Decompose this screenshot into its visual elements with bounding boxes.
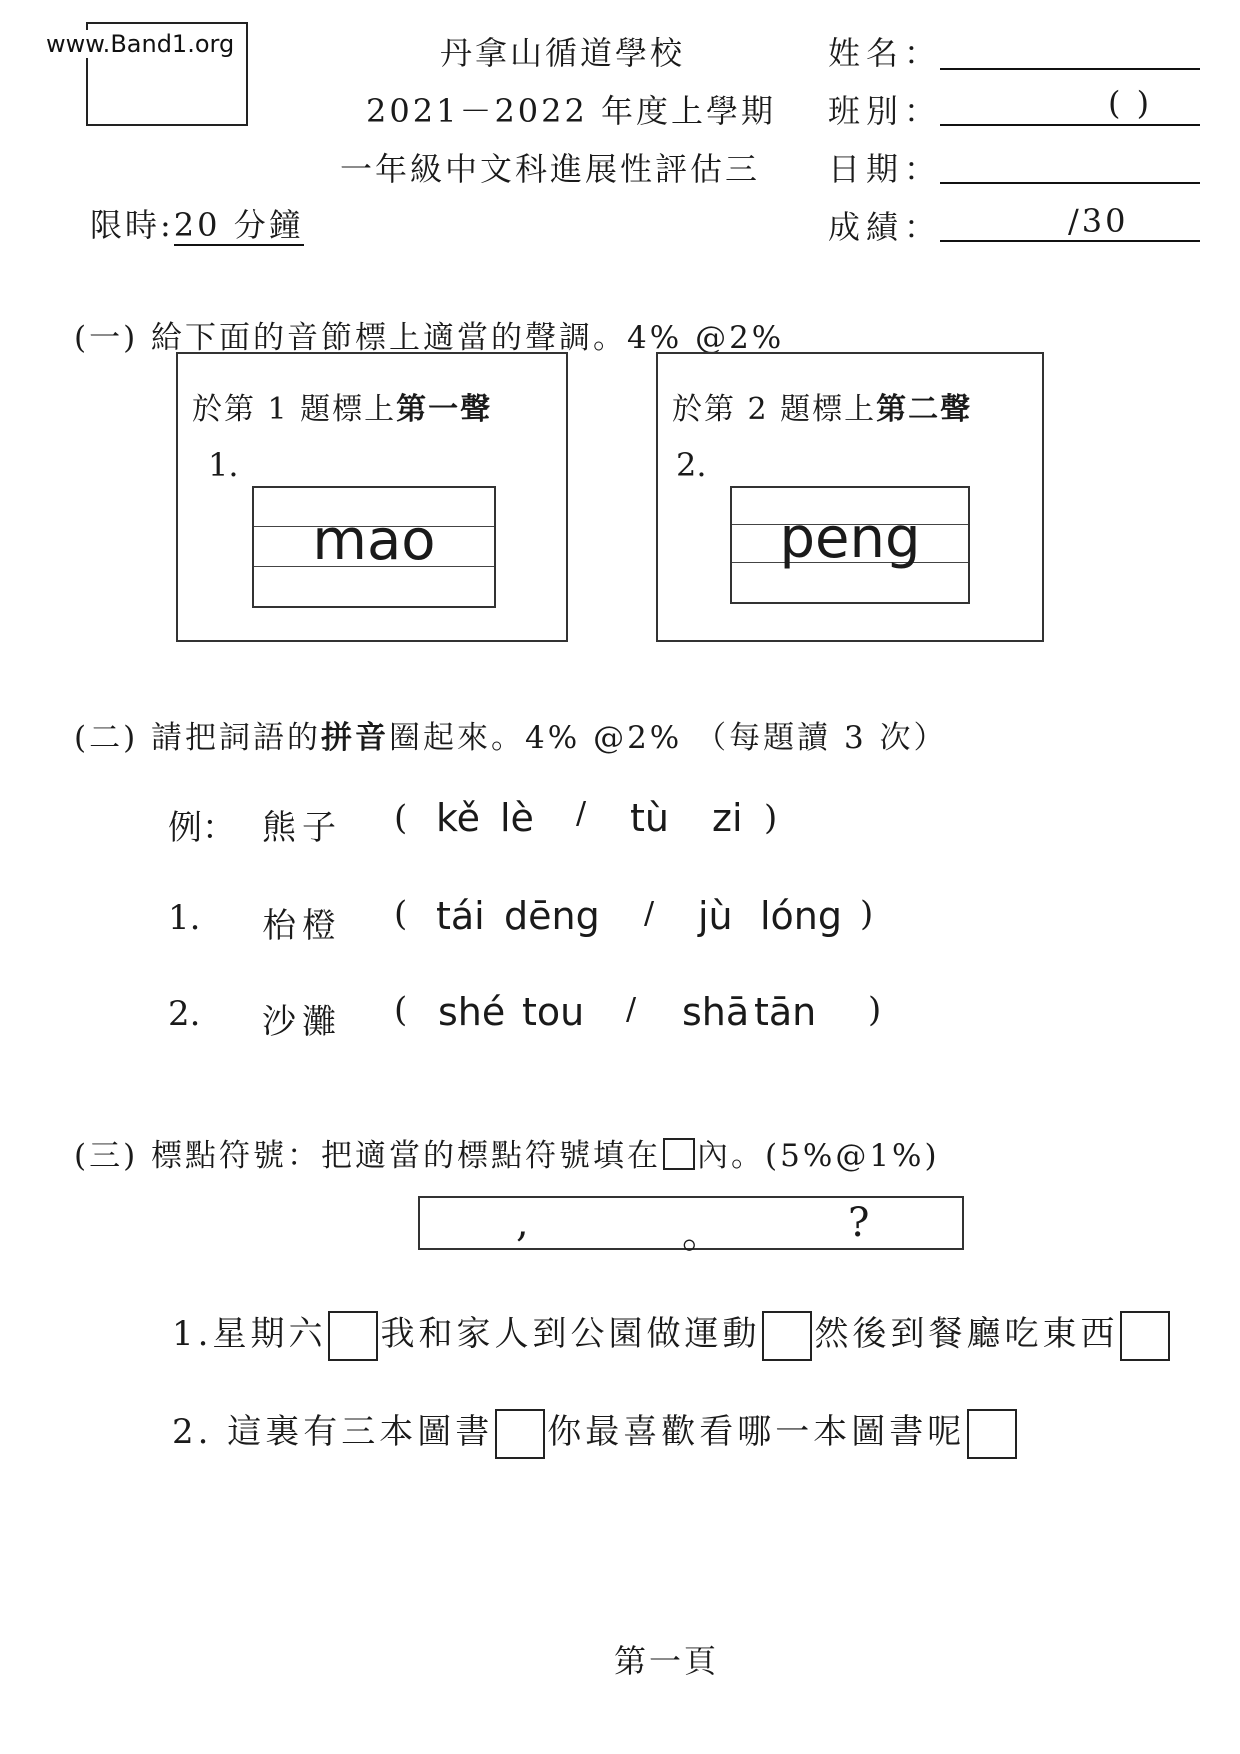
- school-name: 丹拿山循道學校: [440, 34, 686, 72]
- q1-number: 1.: [208, 446, 239, 484]
- class-label: 班別：: [828, 92, 943, 130]
- time-limit-value: 20 分鐘: [173, 206, 304, 244]
- example-option1b[interactable]: lè: [500, 796, 534, 840]
- blank-box-1b[interactable]: [762, 1311, 812, 1361]
- q1-label: 1.: [168, 898, 201, 938]
- example-option2b[interactable]: zi: [712, 796, 743, 840]
- sentence-1: 1.星期六 我和家人到公園做運動 然後到餐廳吃東西: [172, 1306, 1172, 1361]
- page-number: 第一頁: [614, 1642, 720, 1680]
- section2-title: (二) 請把詞語的拼音圈起來。4% @2% （每題讀 3 次）: [74, 720, 948, 756]
- paren-open: (: [394, 990, 408, 1030]
- slash: /: [626, 992, 637, 1027]
- example-label: 例：: [168, 808, 236, 848]
- q2-option1b[interactable]: tou: [522, 990, 585, 1034]
- example-word: 熊子: [262, 808, 342, 848]
- paren-close: ): [868, 990, 882, 1030]
- example-option1a[interactable]: kě: [436, 796, 481, 840]
- q2-word: 沙灘: [262, 1002, 342, 1042]
- score-total: /30: [1068, 202, 1129, 240]
- paren-close: ): [860, 894, 874, 934]
- example-option2a[interactable]: tù: [630, 796, 669, 840]
- q2-label: 2.: [168, 994, 201, 1034]
- q2-option1a[interactable]: shé: [438, 990, 506, 1034]
- blank-box-2b[interactable]: [967, 1409, 1017, 1459]
- question2-box: [656, 352, 1044, 642]
- sentence-2: 2. 這裏有三本圖書 你最喜歡看哪一本圖書呢: [172, 1404, 1019, 1459]
- q2-number: 2.: [676, 446, 707, 484]
- q2-option2a[interactable]: shā: [682, 990, 750, 1034]
- q2-instruction: 於第 2 題標上第二聲: [672, 392, 973, 427]
- blank-box-1a[interactable]: [328, 1311, 378, 1361]
- q1-option1a[interactable]: tái: [436, 894, 485, 938]
- q1-pinyin: mao: [312, 508, 436, 573]
- watermark-text: www.Band1.org: [42, 30, 238, 58]
- date-field[interactable]: [940, 182, 1200, 184]
- comma-mark: ,: [516, 1200, 529, 1246]
- q1-option2b[interactable]: lóng: [760, 894, 843, 938]
- q1-option2a[interactable]: jù: [698, 894, 733, 938]
- q2-pinyin: peng: [779, 506, 921, 571]
- section3-title: (三) 標點符號：把適當的標點符號填在 內。(5%@1%): [74, 1138, 940, 1174]
- question-mark: ?: [848, 1200, 870, 1246]
- period-mark: 。: [682, 1211, 722, 1257]
- paren-open: (: [394, 894, 408, 934]
- class-number-paren: ( ): [1108, 84, 1153, 122]
- q2-pinyin-grid[interactable]: [730, 486, 970, 604]
- q2-option2b[interactable]: tān: [754, 990, 817, 1034]
- score-field[interactable]: [940, 240, 1200, 242]
- punctuation-bank: [418, 1196, 964, 1257]
- q1-word: 枱橙: [262, 906, 342, 946]
- q1-pinyin-grid[interactable]: [252, 486, 496, 608]
- score-label: 成績：: [828, 208, 943, 246]
- blank-box-1c[interactable]: [1120, 1311, 1170, 1361]
- class-field[interactable]: [940, 124, 1200, 126]
- q1-option1b[interactable]: dēng: [504, 894, 600, 938]
- q1-instruction: 於第 1 題標上第一聲: [192, 392, 493, 427]
- date-label: 日期：: [828, 150, 943, 188]
- question1-box: [176, 352, 568, 642]
- paren-close: ): [764, 798, 778, 838]
- time-limit: [90, 200, 304, 246]
- slash: /: [644, 896, 655, 931]
- section1-title: (一) 給下面的音節標上適當的聲調。4% @2%: [74, 320, 785, 356]
- paren-open: (: [394, 798, 408, 838]
- slash: /: [576, 796, 587, 831]
- name-label: 姓名：: [828, 34, 943, 72]
- subject-line: 一年級中文科進展性評估三: [340, 150, 761, 188]
- term-line: 2021－2022 年度上學期: [366, 92, 777, 130]
- blank-box-2a[interactable]: [495, 1409, 545, 1459]
- box-symbol-icon: [663, 1138, 695, 1170]
- time-limit-label: 限時:: [90, 206, 174, 244]
- name-field[interactable]: [940, 68, 1200, 70]
